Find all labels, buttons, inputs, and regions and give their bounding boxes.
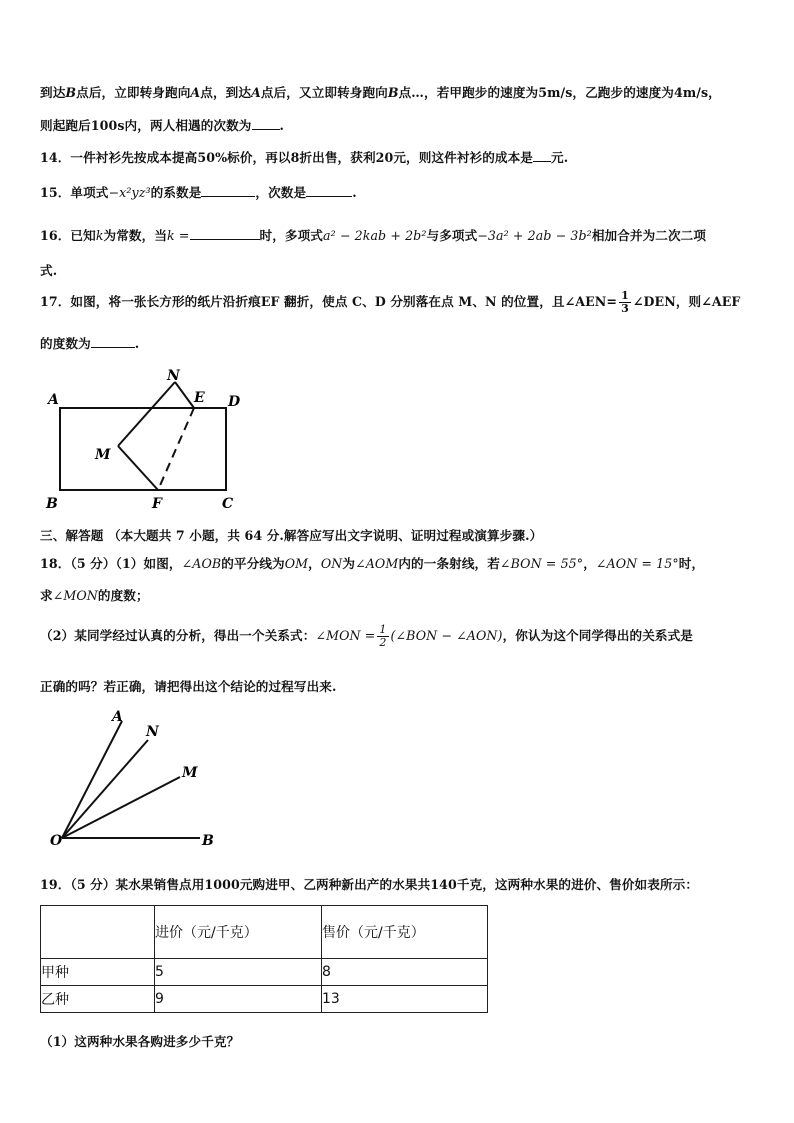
q16-text-2: 时，多项式 xyxy=(259,228,323,243)
q13-answer-blank[interactable] xyxy=(252,117,280,130)
q18-text-e: 内的一条射线，若 xyxy=(398,556,500,571)
table-header-cell: 售价（元/千克） xyxy=(322,906,488,959)
label-a: A xyxy=(112,709,123,725)
q18-angle-aom: ∠AOM xyxy=(355,556,399,571)
rectangle-left-part xyxy=(60,408,194,490)
q15-middle: 的系数是 xyxy=(150,185,202,200)
q18-angle-bon: ∠BON = 55° xyxy=(499,556,584,571)
label-n: N xyxy=(146,724,159,740)
q16-k-equals: k = xyxy=(167,228,190,243)
label-m: M xyxy=(182,765,198,781)
q18-part2-fraction xyxy=(377,624,388,649)
table-header-row xyxy=(41,906,488,959)
label-f: F xyxy=(152,496,162,512)
q18-text-g: 时， xyxy=(678,556,705,571)
section-3-heading xyxy=(40,525,542,544)
label-a: A xyxy=(48,392,59,408)
q15-degree-blank[interactable] xyxy=(306,184,352,197)
q16-text-1: 为常数，当 xyxy=(103,228,168,243)
point-b-label: B xyxy=(65,85,77,100)
table-cell: 甲种 xyxy=(41,959,155,986)
q18-angle-mon: ∠MON xyxy=(52,588,98,603)
q17-period: . xyxy=(134,336,140,351)
q18-text-d: 为 xyxy=(342,556,356,571)
q15-end: . xyxy=(352,185,357,200)
label-e: E xyxy=(194,390,205,406)
q18-ray-on: ON xyxy=(320,556,343,571)
q13-question-text: 则起跑后100s内，两人相遇的次数为 xyxy=(40,118,252,133)
q18-text-c: ， xyxy=(308,556,321,571)
q18-frac-den: 2 xyxy=(379,636,387,649)
q15-prefix: 15．单项式 xyxy=(40,185,109,200)
q18-text-f: ， xyxy=(583,556,596,571)
fold-line-mn xyxy=(118,382,175,446)
q18-angle-aon: ∠AON = 15° xyxy=(595,556,679,571)
q17-line2 xyxy=(40,333,139,352)
fold-line-ne xyxy=(175,382,194,408)
q19-line xyxy=(40,874,698,893)
q18-part2-expression: (∠BON − ∠AON) xyxy=(390,628,503,643)
q16-line2-text: 式. xyxy=(40,263,58,278)
q18-ray-om: OM xyxy=(284,556,309,571)
q13-text-e: 点…，若甲跑步的速度为5m/s，乙跑步的速度为4m/s， xyxy=(398,85,721,100)
q18-line1 xyxy=(40,553,704,572)
label-b: B xyxy=(46,496,58,512)
crease-ef xyxy=(158,408,194,490)
q17-text-a: 17．如图，将一张长方形的纸片沿折痕EF 翻折，使点 C、D 分别落在点 M、N 的位置，且∠AEN= xyxy=(40,294,618,309)
q16-polynomial-1: a² − 2kab + 2b² xyxy=(322,228,427,243)
q19-question-text: 19．（5 分）某水果销售点用1000元购进甲、乙两种新出产的水果共140千克，这两种水果的进价、售价如表所示： xyxy=(40,877,699,892)
q13-text-c: 点，到达 xyxy=(200,85,252,100)
q14-line xyxy=(40,147,568,166)
point-a-label: A xyxy=(190,85,201,100)
q13-line2 xyxy=(40,115,284,134)
label-o: O xyxy=(50,833,63,849)
table-cell: 乙种 xyxy=(41,986,155,1013)
q18-text-b: 的平分线为 xyxy=(221,556,285,571)
table-row xyxy=(41,959,488,986)
q18-text-a: 18．（5 分）（1）如图， xyxy=(40,556,182,571)
q19-sub-question-1: （1）这两种水果各购进多少千克？ xyxy=(40,1034,240,1049)
table-header-cell: 进价（元/千克） xyxy=(155,906,322,959)
q18-part2-text-a: （2）某同学经过认真的分析，得出一个关系式： xyxy=(40,628,316,643)
section-3-title: 三、解答题 （本大题共 7 小题，共 64 分.解答应写出文字说明、证明过程或演算步骤.） xyxy=(40,528,543,543)
q18-frac-num: 1 xyxy=(379,623,387,636)
rectangle-right-part xyxy=(158,408,226,490)
q17-text-line2: 的度数为 xyxy=(40,336,91,351)
q16-polynomial-2: −3a² + 2ab − 3b² xyxy=(477,228,592,243)
fruit-price-table xyxy=(40,905,488,1013)
q14-answer-blank[interactable] xyxy=(533,149,551,162)
q18-line2-b: 的度数； xyxy=(97,588,149,603)
q16-text-4: 相加合并为二次二项 xyxy=(591,228,707,243)
q17-frac-den: 3 xyxy=(621,302,629,315)
q16-prefix: 16．已知 xyxy=(40,228,96,243)
q15-comma: ，次数是 xyxy=(255,185,307,200)
table-cell: 13 xyxy=(322,986,488,1013)
q16-line2 xyxy=(40,260,57,279)
table-cell: 8 xyxy=(322,959,488,986)
q19-sub1-line xyxy=(40,1031,239,1050)
q18-part2-mon: ∠MON = xyxy=(315,628,376,643)
q17-rectangle-fold-figure xyxy=(40,362,250,514)
q13-text-a: 到达 xyxy=(40,85,66,100)
q18-part2-line2-text: 正确的吗？若正确，请把得出这个结论的过程写出来. xyxy=(40,679,337,694)
q17-frac-num: 1 xyxy=(621,289,629,302)
point-b-label-2: B xyxy=(387,85,399,100)
table-row xyxy=(41,986,488,1013)
label-m: M xyxy=(95,447,111,463)
q16-text-3: 与多项式 xyxy=(426,228,478,243)
q13-text-b: 点后，立即转身跑向 xyxy=(76,85,191,100)
table-cell: 9 xyxy=(155,986,322,1013)
q18-line2 xyxy=(40,585,149,604)
q18-angle-aob: ∠AOB xyxy=(181,556,222,571)
fold-line-fm xyxy=(118,446,158,490)
q14-question-text: 14．一件衬衫先按成本提高50%标价，再以8折出售，获利20元，则这件衬衫的成本是 xyxy=(40,150,533,165)
ray-om xyxy=(62,777,180,838)
q17-fraction xyxy=(619,290,631,315)
q14-end: 元. xyxy=(551,150,569,165)
label-b: B xyxy=(202,833,214,849)
q17-line1 xyxy=(40,290,740,315)
q13-line1 xyxy=(40,82,721,101)
q17-answer-blank[interactable] xyxy=(91,335,135,348)
q17-text-b: ∠DEN，则∠AEF xyxy=(632,294,741,309)
table-cell: 5 xyxy=(155,959,322,986)
q18-line2-a: 求 xyxy=(40,588,53,603)
q18-part2-line1 xyxy=(40,624,693,649)
q16-k: k xyxy=(95,228,104,243)
q13-period: . xyxy=(279,118,284,133)
q15-line xyxy=(40,182,357,201)
label-n: N xyxy=(167,368,180,384)
q15-coefficient-blank[interactable] xyxy=(201,184,255,197)
point-a-label-2: A xyxy=(251,85,261,100)
q16-answer-blank[interactable] xyxy=(190,227,260,240)
label-d: D xyxy=(228,394,241,410)
table-header-cell xyxy=(41,906,155,959)
q18-angle-figure xyxy=(40,705,240,850)
q15-monomial: −x²yz³ xyxy=(108,185,151,200)
q16-line1 xyxy=(40,225,706,244)
label-c: C xyxy=(222,496,234,512)
q18-part2-line2 xyxy=(40,676,336,695)
q18-part2-text-b: ，你认为这个同学得出的关系式是 xyxy=(502,628,693,643)
q13-text-d: 点后，又立即转身跑向 xyxy=(260,85,388,100)
